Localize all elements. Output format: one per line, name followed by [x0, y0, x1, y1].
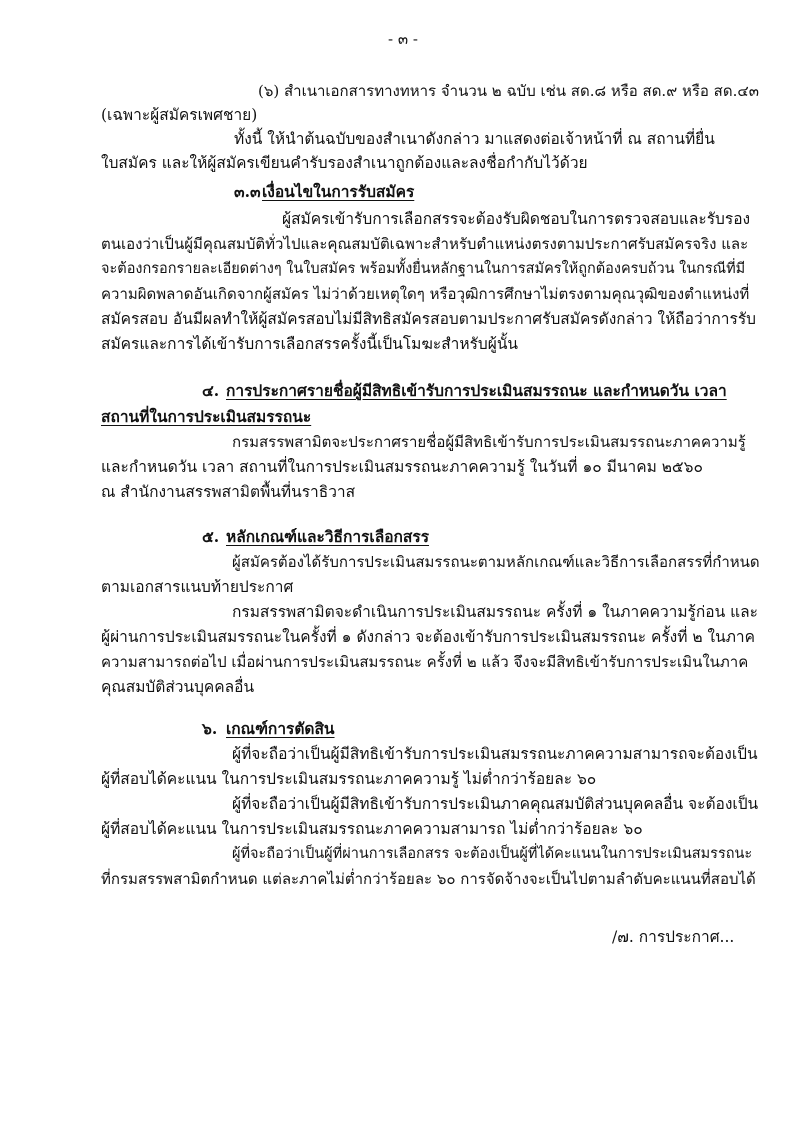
section-6-line: ผู้ที่สอบได้คะแนน ในการประเมินสมรรถนะภาคความสามารถ ไม่ต่ำกว่าร้อยละ ๖๐ [101, 820, 643, 838]
section-5-line: คุณสมบัติส่วนบุคคลอื่น [101, 678, 255, 696]
section-5-line: กรมสรรพสามิตจะดำเนินการประเมินสมรรถนะ ครั้งที่ ๑ ในภาคความรู้ก่อน และ [232, 603, 758, 621]
section-6-line: ผู้ที่จะถือว่าเป็นผู้มีสิทธิเข้ารับการประเมินสมรรถนะภาคความสามารถจะต้องเป็น [232, 745, 758, 763]
section-6-heading: เกณฑ์การตัดสิน [226, 719, 335, 738]
section-6-line: ผู้ที่สอบได้คะแนน ในการประเมินสมรรถนะภาคความรู้ ไม่ต่ำกว่าร้อยละ ๖๐ [101, 770, 597, 788]
section-4-line: ณ สำนักงานสรรพสามิตพื้นที่นราธิวาส [101, 483, 356, 501]
item6-line: ใบสมัคร และให้ผู้สมัครเขียนคำรับรองสำเนาถูกต้องและลงชื่อกำกับไว้ด้วย [101, 154, 588, 172]
section-5-heading: หลักเกณฑ์และวิธีการเลือกสรร [226, 527, 430, 546]
section-3-3-heading: เงื่อนไขในการรับสมัคร [262, 182, 415, 201]
section-4-heading: การประกาศรายชื่อผู้มีสิทธิเข้ารับการประเมินสมรรถนะ และกำหนดวัน เวลา [226, 381, 727, 400]
section-5-line: ความสามารถต่อไป เมื่อผ่านการประเมินสมรรถนะ ครั้งที่ ๒ แล้ว จึงจะมีสิทธิเข้ารับการประเมินในภาค [101, 653, 749, 671]
section-5-number: ๕. [202, 527, 220, 546]
section-5-line: ผู้สมัครต้องได้รับการประเมินสมรรถนะตามหลักเกณฑ์และวิธีการเลือกสรรที่กำหนด [232, 553, 760, 571]
section-6-line: ผู้ที่จะถือว่าเป็นผู้มีสิทธิเข้ารับการประเมินภาคคุณสมบัติส่วนบุคคลอื่น จะต้องเป็น [232, 795, 759, 813]
section-3-3-line: ตนเองว่าเป็นผู้มีคุณสมบัติทั่วไปและคุณสมบัติเฉพาะสำหรับตำแหน่งตรงตามประกาศรับสมัครจริง และ [101, 235, 749, 253]
item6-line: (เฉพาะผู้สมัครเพศชาย) [101, 106, 258, 124]
section-5-line: ตามเอกสารแนบท้ายประกาศ [101, 578, 294, 596]
section-4-heading: สถานที่ในการประเมินสมรรถนะ [101, 407, 312, 426]
section-3-3-line: ความผิดพลาดอันเกิดจากผู้สมัคร ไม่ว่าด้วยเหตุใดๆ หรือวุฒิการศึกษาไม่ตรงตามคุณวุฒิของตำแหน่งที่ [101, 285, 750, 303]
section-3-3-line: จะต้องกรอกรายละเอียดต่างๆ ในใบสมัคร พร้อมทั้งยื่นหลักฐานในการสมัครให้ถูกต้องครบถ้วน ในกรณีที่มี [101, 261, 746, 277]
page-number: - ๓ - [388, 30, 418, 48]
section-6-number: ๖. [202, 719, 218, 738]
section-3-3-number: ๓.๓ [234, 182, 261, 201]
item6-line: (๖) สำเนาเอกสารทางทหาร จำนวน ๒ ฉบับ เช่น สด.๘ หรือ สด.๙ หรือ สด.๔๓ [258, 82, 759, 100]
section-3-3-line: สมัครสอบ อันมีผลทำให้ผู้สมัครสอบไม่มีสิทธิสมัครสอบตามประกาศรับสมัครดังกล่าว ให้ถือว่าการรับ [101, 310, 756, 328]
section-4-line: กรมสรรพสามิตจะประกาศรายชื่อผู้มีสิทธิเข้ารับการประเมินสมรรถนะภาคความรู้ [232, 433, 746, 451]
section-4-line: และกำหนดวัน เวลา สถานที่ในการประเมินสมรรถนะภาคความรู้ ในวันที่ ๑๐ มีนาคม ๒๕๖๐ [101, 458, 703, 476]
section-3-3-line: ผู้สมัครเข้ารับการเลือกสรรจะต้องรับผิดชอบในการตรวจสอบและรับรอง [282, 210, 751, 228]
section-6-line: ผู้ที่จะถือว่าเป็นผู้ที่ผ่านการเลือกสรร จะต้องเป็นผู้ที่ได้คะแนนในการประเมินสมรรถนะ [232, 846, 753, 862]
continuation-note: /๗. การประกาศ... [612, 928, 735, 946]
section-6-line: ที่กรมสรรพสามิตกำหนด แต่ละภาคไม่ต่ำกว่าร้อยละ ๖๐ การจัดจ้างจะเป็นไปตามลำดับคะแนนที่สอบได้ [101, 870, 756, 888]
section-4-number: ๔. [202, 381, 220, 400]
item6-line: ทั้งนี้ ให้นำต้นฉบับของสำเนาดังกล่าว มาแสดงต่อเจ้าหน้าที่ ณ สถานที่ยื่น [234, 130, 715, 148]
section-5-line: ผู้ผ่านการประเมินสมรรถนะในครั้งที่ ๑ ดังกล่าว จะต้องเข้ารับการประเมินสมรรถนะ ครั้งที่ ๒ ในภาค [101, 628, 755, 646]
section-3-3-line: สมัครและการได้เข้ารับการเลือกสรรครั้งนี้เป็นโมฆะสำหรับผู้นั้น [101, 335, 519, 353]
